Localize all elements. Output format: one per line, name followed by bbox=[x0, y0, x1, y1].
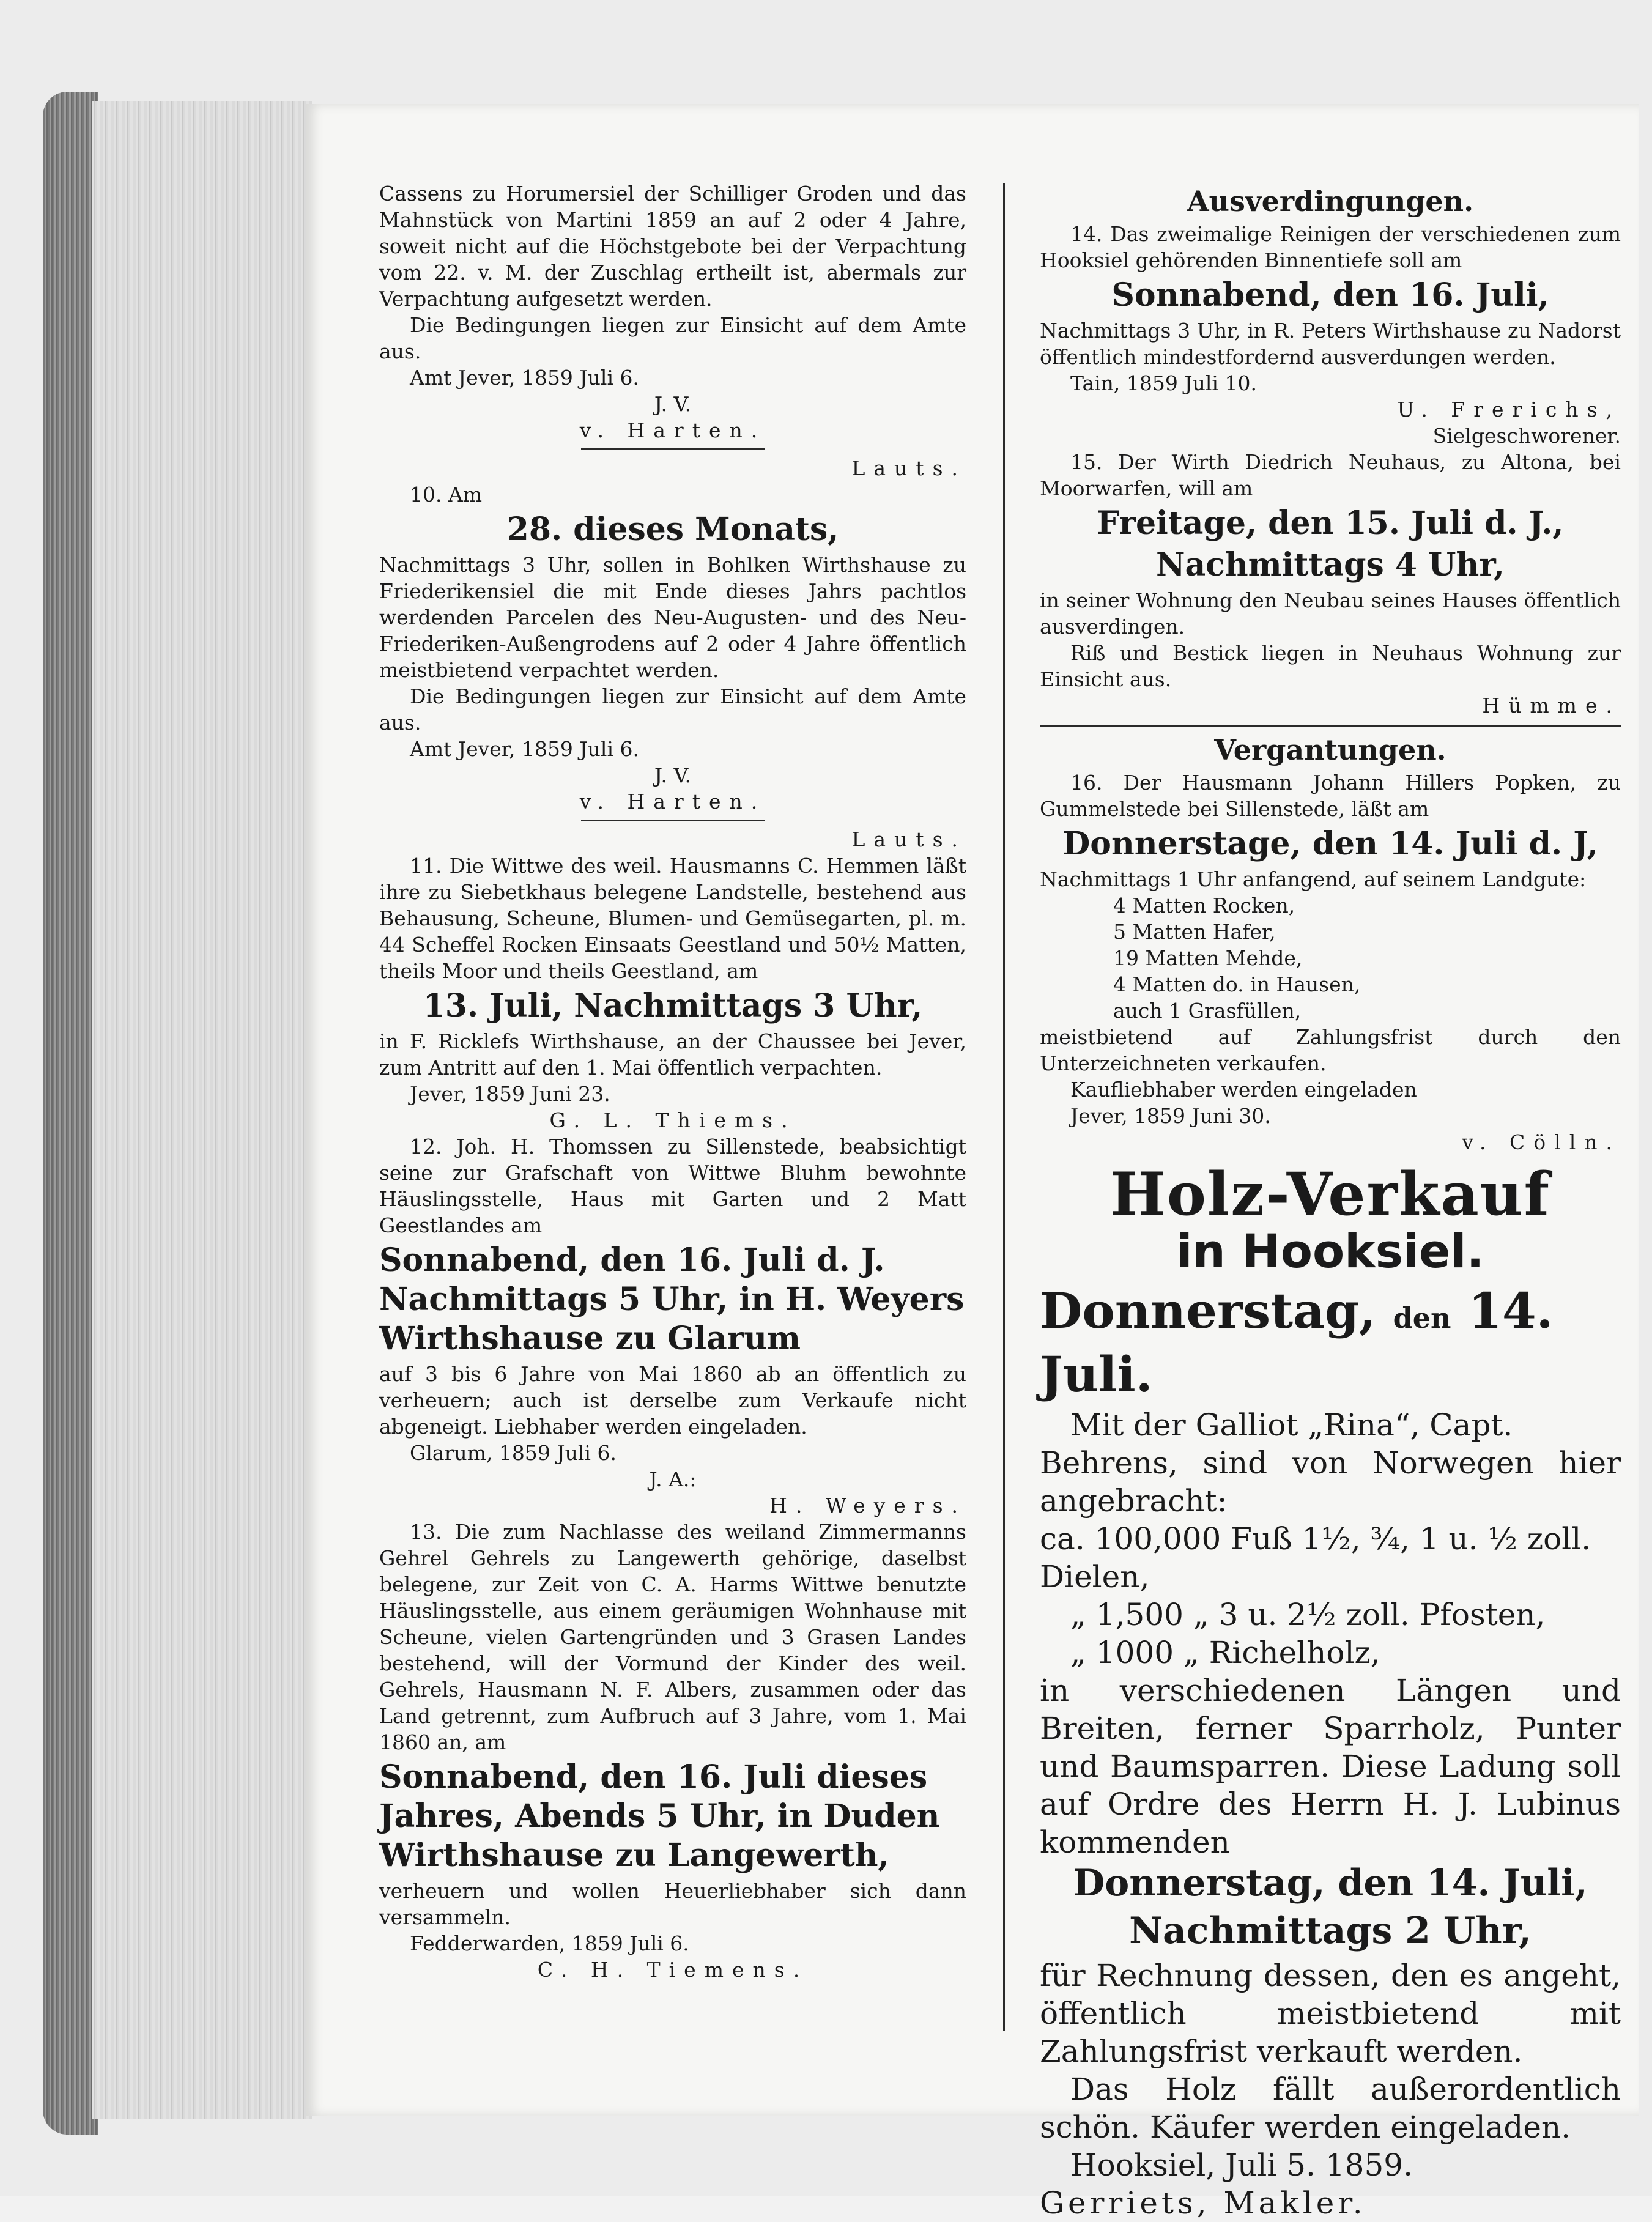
holz-line-1: Mit der Galliot „Rina“, Capt. bbox=[1070, 1407, 1513, 1443]
holz-line-4: Dielen, bbox=[1040, 1559, 1150, 1594]
notice-intro-place: Amt Jever, 1859 Juli 6. bbox=[410, 366, 639, 390]
notice-16-text3: meistbietend auf Zahlungsfrist durch den Unterzeichneten verkaufen. bbox=[1040, 1025, 1621, 1075]
notice-11-place: Jever, 1859 Juni 23. bbox=[410, 1082, 610, 1106]
notice-11-headline: 13. Juli, Nachmittags 3 Uhr, bbox=[423, 987, 923, 1024]
holz-verkauf-location: in Hooksiel. bbox=[1176, 1224, 1484, 1278]
notice-12-place: Glarum, 1859 Juli 6. bbox=[410, 1441, 617, 1465]
notice-14-text2: Nachmittags 3 Uhr, in R. Peters Wirthshause zu Nadorst öffentlich mindestfordernd ausverdungen werden. bbox=[1040, 319, 1621, 369]
notice-12-text2: auf 3 bis 6 Jahre von Mai 1860 ab an öffentlich zu verheuern; auch ist derselbe zum Verkaufe nicht abgeneigt. Liebhaber werden eingeladen. bbox=[379, 1362, 966, 1439]
notice-13-text: 13. Die zum Nachlasse des weiland Zimmermanns Gehrel Gehrels zu Langewerth gehörige, daselbst belegene, zur Zeit von C. A. Harms Wittwe benutzte Häuslingsstelle, aus einem geräumigen Wohnhause mit Scheune, vielen Gartengründen und 3 Grasen Landes bestehend, will der Vormund der Kinder des weil. Gehrels, Hausmann N. F. Albers, zusammen oder das Land getrennt, zum Aufbruch auf 3 Jahre, vom 1. Mai 1860 an, am bbox=[379, 1520, 966, 1754]
holz-line-7: in verschiedenen Längen und Breiten, ferner Sparrholz, Punter und Baumsparren. Diese Ladung soll auf Ordre des Herrn H. J. Lubinus kommenden bbox=[1040, 1673, 1621, 1860]
notice-10-conditions: Die Bedingungen liegen zur Einsicht auf dem Amte aus. bbox=[379, 684, 966, 735]
notice-13-text2: verheuern und wollen Heuerliebhaber sich dann versammeln. bbox=[379, 1879, 966, 1929]
notice-16-signature: v. Cölln. bbox=[1462, 1130, 1621, 1154]
notice-14-signature: U. Frerichs, bbox=[1397, 398, 1621, 421]
notice-16-headline: Donnerstage, den 14. Juli d. J, bbox=[1062, 825, 1598, 862]
notice-13-place: Fedderwarden, 1859 Juli 6. bbox=[410, 1931, 689, 1955]
holz-line-9: Das Holz fällt außerordentlich schön. Käufer werden eingeladen. bbox=[1040, 2072, 1621, 2145]
notice-10-place: Amt Jever, 1859 Juli 6. bbox=[410, 737, 639, 761]
holz-line-5: „ 1,500 „ 3 u. 2½ zoll. Pfosten, bbox=[1070, 1597, 1546, 1632]
notice-10-number: 10. Am bbox=[410, 483, 483, 506]
holz-sale-time: Nachmittags 2 Uhr, bbox=[1129, 1909, 1532, 1952]
notice-12-headline: Sonnabend, den 16. Juli d. J. Nachmittags 5 Uhr, in H. Weyers Wirthshause zu Glarum bbox=[379, 1242, 965, 1357]
notice-intro-jv: J. V. bbox=[654, 392, 692, 416]
notice-16-item: 5 Matten Hafer, bbox=[1113, 920, 1276, 944]
book-spine-edge bbox=[43, 92, 98, 2135]
left-column bbox=[379, 180, 966, 1983]
holz-line-2: Behrens, sind von Norwegen hier angebracht: bbox=[1040, 1445, 1621, 1519]
notice-12-text: 12. Joh. H. Thomssen zu Sillenstede, beabsichtigt seine zur Grafschaft von Wittwe Bluhm bewohnte Häuslingsstelle, Haus mit Garten und 2 Matt Geestlandes am bbox=[379, 1135, 966, 1237]
notice-10-jv: J. V. bbox=[654, 763, 692, 787]
notice-10-text: Nachmittags 3 Uhr, sollen in Bohlken Wirthshause zu Friederikensiel die mit Ende dieses Jahrs pachtlos werdenden Parcelen des Neu-Augusten- und des Neu-Friederiken-Außengrodens auf 2 oder 4 Jahre öffentlich meistbietend verpachtet werden. bbox=[379, 553, 966, 682]
notice-13-signature: C. H. Tiemens. bbox=[537, 1958, 809, 1982]
notice-intro-signature: v. Harten. bbox=[579, 418, 766, 442]
notice-16-item: 4 Matten Rocken, bbox=[1113, 894, 1295, 917]
holz-signature: Gerriets, Makler. bbox=[1040, 2185, 1366, 2221]
notice-11-text2: in F. Ricklefs Wirthshause, an der Chaussee bei Jever, zum Antritt auf den 1. Mai öffentlich verpachten. bbox=[379, 1029, 966, 1080]
notice-16-text: 16. Der Hausmann Johann Hillers Popken, zu Gummelstede bei Sillenstede, läßt am bbox=[1040, 771, 1621, 821]
holz-place: Hooksiel, Juli 5. 1859. bbox=[1070, 2147, 1413, 2183]
holz-date-weekday: Donnerstag, bbox=[1040, 1282, 1376, 1339]
notice-13-headline: Sonnabend, den 16. Juli dieses Jahres, Abends 5 Uhr, in Duden Wirthshause zu Langewerth, bbox=[379, 1758, 940, 1874]
notice-11-text: 11. Die Wittwe des weil. Hausmanns C. Hemmen läßt ihre zu Siebetkhaus belegene Landstelle, bestehend aus Behausung, Scheune, Blumen- und Gemüsegarten, pl. m. 44 Scheffel Rocken Einsaats Geestland und 50½ Matten, theils Moor und theils Geestland, am bbox=[379, 854, 966, 983]
notice-16-text4: Kaufliebhaber werden eingeladen bbox=[1070, 1078, 1417, 1102]
section-vergantungen-heading: Vergantungen. bbox=[1214, 733, 1446, 766]
notice-16-text2: Nachmittags 1 Uhr anfangend, auf seinem Landgute: bbox=[1040, 867, 1587, 891]
notice-15-text: 15. Der Wirth Diedrich Neuhaus, zu Altona, bei Moorwarfen, will am bbox=[1040, 450, 1621, 500]
notice-16-item: 19 Matten Mehde, bbox=[1113, 946, 1303, 970]
notice-intro-text: Cassens zu Horumersiel der Schilliger Groden und das Mahnstück von Martini 1859 an auf 2 oder 4 Jahre, soweit nicht auf die Höchstgebote bei der Verpachtung vom 22. v. M. der Zuschlag ertheilt ist, abermals zur Verpachtung aufgesetzt werden. bbox=[379, 182, 966, 311]
holz-verkauf-title: Holz-Verkauf bbox=[1110, 1160, 1550, 1229]
notice-10-signature: v. Harten. bbox=[579, 790, 766, 813]
holz-sale-date: Donnerstag, den 14. Juli, bbox=[1073, 1862, 1588, 1905]
notice-14-text: 14. Das zweimalige Reinigen der verschiedenen zum Hooksiel gehörenden Binnentiefe soll am bbox=[1040, 222, 1621, 272]
holz-verkauf-date bbox=[1040, 1283, 1621, 1402]
notice-15-text3: Riß und Bestick liegen in Neuhaus Wohnung zur Einsicht aus. bbox=[1040, 641, 1621, 691]
section-ausverdingungen-heading: Ausverdingungen. bbox=[1187, 185, 1474, 218]
notice-intro-lauts: Lauts. bbox=[851, 456, 966, 480]
notice-12-signature: H. Weyers. bbox=[769, 1494, 966, 1517]
holz-line-8: für Rechnung dessen, den es angeht, öffentlich meistbietend mit Zahlungsfrist verkauft werden. bbox=[1040, 1958, 1621, 2069]
notice-14-role: Sielgeschworener. bbox=[1432, 424, 1621, 448]
page-stack bbox=[92, 101, 312, 2119]
right-column bbox=[1040, 180, 1621, 2222]
holz-date-day: 14. Juli. bbox=[1040, 1282, 1554, 1403]
holz-line-3: ca. 100,000 Fuß 1½, ¾, 1 u. ½ zoll. bbox=[1040, 1521, 1591, 1557]
notice-10-headline: 28. dieses Monats, bbox=[506, 511, 839, 548]
divider-rule bbox=[581, 820, 765, 821]
notice-16-item: 4 Matten do. in Hausen, bbox=[1113, 972, 1361, 996]
notice-intro-conditions: Die Bedingungen liegen zur Einsicht auf dem Amte aus. bbox=[379, 313, 966, 363]
column-divider bbox=[1003, 183, 1005, 2031]
notice-11-signature: G. L. Thiems. bbox=[549, 1108, 796, 1132]
divider-rule bbox=[581, 448, 765, 450]
notice-16-place: Jever, 1859 Juni 30. bbox=[1070, 1104, 1271, 1128]
notice-14-headline: Sonnabend, den 16. Juli, bbox=[1111, 276, 1549, 314]
notice-10-lauts: Lauts. bbox=[851, 828, 966, 851]
holz-date-den: den bbox=[1393, 1302, 1451, 1335]
notice-15-text2: in seiner Wohnung den Neubau seines Hauses öffentlich ausverdingen. bbox=[1040, 588, 1621, 639]
notice-15-headline-1: Freitage, den 15. Juli d. J., bbox=[1097, 505, 1564, 542]
notice-12-ia: J. A.: bbox=[649, 1467, 697, 1491]
notice-16-extra: auch 1 Grasfüllen, bbox=[1113, 999, 1302, 1023]
notice-15-headline-2: Nachmittags 4 Uhr, bbox=[1155, 546, 1505, 583]
notice-15-signature: Hümme. bbox=[1482, 694, 1621, 717]
notice-14-place: Tain, 1859 Juli 10. bbox=[1070, 371, 1257, 395]
section-rule bbox=[1040, 725, 1621, 727]
holz-line-6: „ 1000 „ Richelholz, bbox=[1070, 1635, 1380, 1670]
